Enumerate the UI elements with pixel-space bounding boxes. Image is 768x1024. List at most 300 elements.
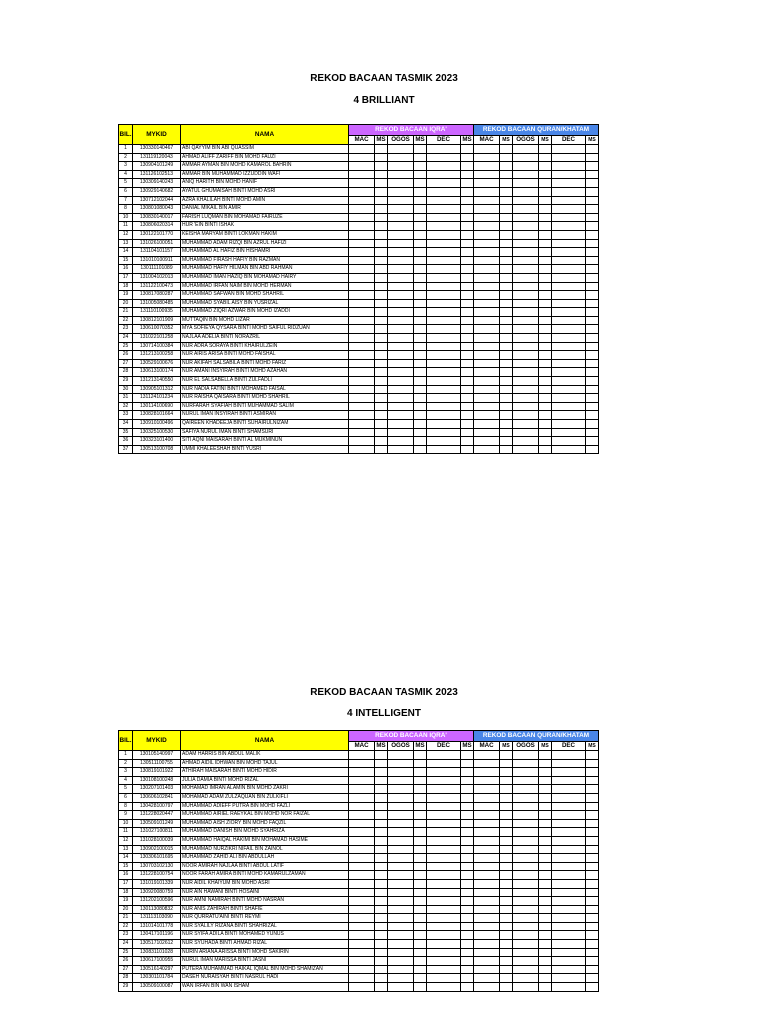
record-cell[interactable] [375,965,388,974]
record-cell[interactable] [375,845,388,854]
record-cell[interactable] [349,351,375,360]
record-cell[interactable] [539,222,552,231]
record-cell[interactable] [349,342,375,351]
record-cell[interactable] [513,793,539,802]
record-cell[interactable] [375,931,388,940]
record-cell[interactable] [539,230,552,239]
record-cell[interactable] [539,239,552,248]
record-cell[interactable] [427,230,461,239]
record-cell[interactable] [375,862,388,871]
record-cell[interactable] [427,411,461,420]
record-cell[interactable] [586,759,599,768]
record-cell[interactable] [552,205,586,214]
record-cell[interactable] [427,256,461,265]
record-cell[interactable] [461,170,474,179]
record-cell[interactable] [388,948,414,957]
record-cell[interactable] [388,905,414,914]
record-cell[interactable] [375,957,388,966]
record-cell[interactable] [474,785,500,794]
record-cell[interactable] [461,179,474,188]
record-cell[interactable] [375,879,388,888]
record-cell[interactable] [427,811,461,820]
record-cell[interactable] [461,428,474,437]
record-cell[interactable] [414,273,427,282]
record-cell[interactable] [552,308,586,317]
record-cell[interactable] [474,802,500,811]
record-cell[interactable] [427,145,461,154]
record-cell[interactable] [513,437,539,446]
record-cell[interactable] [349,187,375,196]
record-cell[interactable] [349,802,375,811]
record-cell[interactable] [474,965,500,974]
record-cell[interactable] [586,957,599,966]
record-cell[interactable] [427,957,461,966]
record-cell[interactable] [388,170,414,179]
record-cell[interactable] [388,222,414,231]
record-cell[interactable] [474,334,500,343]
record-cell[interactable] [539,342,552,351]
record-cell[interactable] [552,983,586,992]
record-cell[interactable] [461,196,474,205]
record-cell[interactable] [586,239,599,248]
record-cell[interactable] [513,776,539,785]
record-cell[interactable] [500,282,513,291]
record-cell[interactable] [586,871,599,880]
record-cell[interactable] [474,265,500,274]
record-cell[interactable] [539,905,552,914]
record-cell[interactable] [375,342,388,351]
record-cell[interactable] [500,854,513,863]
record-cell[interactable] [461,802,474,811]
record-cell[interactable] [539,153,552,162]
record-cell[interactable] [388,325,414,334]
record-cell[interactable] [461,836,474,845]
record-cell[interactable] [388,230,414,239]
record-cell[interactable] [539,931,552,940]
record-cell[interactable] [474,437,500,446]
record-cell[interactable] [388,368,414,377]
record-cell[interactable] [474,845,500,854]
record-cell[interactable] [474,948,500,957]
record-cell[interactable] [388,187,414,196]
record-cell[interactable] [388,162,414,171]
record-cell[interactable] [539,445,552,454]
record-cell[interactable] [539,368,552,377]
record-cell[interactable] [474,385,500,394]
record-cell[interactable] [474,897,500,906]
record-cell[interactable] [474,411,500,420]
record-cell[interactable] [586,153,599,162]
record-cell[interactable] [474,819,500,828]
record-cell[interactable] [461,759,474,768]
record-cell[interactable] [427,196,461,205]
record-cell[interactable] [586,187,599,196]
record-cell[interactable] [552,940,586,949]
record-cell[interactable] [552,248,586,257]
record-cell[interactable] [461,282,474,291]
record-cell[interactable] [388,983,414,992]
record-cell[interactable] [513,291,539,300]
record-cell[interactable] [539,845,552,854]
record-cell[interactable] [500,428,513,437]
record-cell[interactable] [474,957,500,966]
record-cell[interactable] [474,394,500,403]
record-cell[interactable] [474,922,500,931]
record-cell[interactable] [414,914,427,923]
record-cell[interactable] [586,394,599,403]
record-cell[interactable] [513,394,539,403]
record-cell[interactable] [349,377,375,386]
record-cell[interactable] [552,282,586,291]
record-cell[interactable] [586,811,599,820]
record-cell[interactable] [414,854,427,863]
record-cell[interactable] [427,316,461,325]
record-cell[interactable] [552,179,586,188]
record-cell[interactable] [552,759,586,768]
record-cell[interactable] [539,983,552,992]
record-cell[interactable] [586,836,599,845]
record-cell[interactable] [414,282,427,291]
record-cell[interactable] [427,308,461,317]
record-cell[interactable] [500,836,513,845]
record-cell[interactable] [388,811,414,820]
record-cell[interactable] [474,940,500,949]
record-cell[interactable] [513,751,539,760]
record-cell[interactable] [375,213,388,222]
record-cell[interactable] [513,811,539,820]
record-cell[interactable] [552,785,586,794]
record-cell[interactable] [461,402,474,411]
record-cell[interactable] [349,368,375,377]
record-cell[interactable] [388,776,414,785]
record-cell[interactable] [552,836,586,845]
record-cell[interactable] [539,879,552,888]
record-cell[interactable] [414,888,427,897]
record-cell[interactable] [552,385,586,394]
record-cell[interactable] [513,205,539,214]
record-cell[interactable] [513,256,539,265]
record-cell[interactable] [414,316,427,325]
record-cell[interactable] [513,871,539,880]
record-cell[interactable] [461,793,474,802]
record-cell[interactable] [414,828,427,837]
record-cell[interactable] [349,819,375,828]
record-cell[interactable] [375,222,388,231]
record-cell[interactable] [349,931,375,940]
record-cell[interactable] [375,897,388,906]
record-cell[interactable] [500,230,513,239]
record-cell[interactable] [388,845,414,854]
record-cell[interactable] [461,965,474,974]
record-cell[interactable] [539,308,552,317]
record-cell[interactable] [474,187,500,196]
record-cell[interactable] [388,854,414,863]
record-cell[interactable] [388,751,414,760]
record-cell[interactable] [388,879,414,888]
record-cell[interactable] [500,974,513,983]
record-cell[interactable] [414,420,427,429]
record-cell[interactable] [513,420,539,429]
record-cell[interactable] [461,308,474,317]
record-cell[interactable] [539,351,552,360]
record-cell[interactable] [427,179,461,188]
record-cell[interactable] [513,153,539,162]
record-cell[interactable] [414,802,427,811]
record-cell[interactable] [500,377,513,386]
record-cell[interactable] [388,342,414,351]
record-cell[interactable] [513,187,539,196]
record-cell[interactable] [513,273,539,282]
record-cell[interactable] [388,316,414,325]
record-cell[interactable] [586,445,599,454]
record-cell[interactable] [552,437,586,446]
record-cell[interactable] [414,897,427,906]
record-cell[interactable] [586,145,599,154]
record-cell[interactable] [349,394,375,403]
record-cell[interactable] [539,897,552,906]
record-cell[interactable] [539,402,552,411]
record-cell[interactable] [375,145,388,154]
record-cell[interactable] [474,377,500,386]
record-cell[interactable] [349,196,375,205]
record-cell[interactable] [349,291,375,300]
record-cell[interactable] [500,342,513,351]
record-cell[interactable] [474,179,500,188]
record-cell[interactable] [474,854,500,863]
record-cell[interactable] [586,905,599,914]
record-cell[interactable] [349,205,375,214]
record-cell[interactable] [414,411,427,420]
record-cell[interactable] [552,222,586,231]
record-cell[interactable] [375,445,388,454]
record-cell[interactable] [500,802,513,811]
record-cell[interactable] [513,445,539,454]
record-cell[interactable] [539,291,552,300]
record-cell[interactable] [388,394,414,403]
record-cell[interactable] [539,316,552,325]
record-cell[interactable] [461,248,474,257]
record-cell[interactable] [427,862,461,871]
record-cell[interactable] [586,351,599,360]
record-cell[interactable] [513,334,539,343]
record-cell[interactable] [375,239,388,248]
record-cell[interactable] [500,931,513,940]
record-cell[interactable] [461,845,474,854]
record-cell[interactable] [388,793,414,802]
record-cell[interactable] [349,811,375,820]
record-cell[interactable] [414,957,427,966]
record-cell[interactable] [375,299,388,308]
record-cell[interactable] [427,162,461,171]
record-cell[interactable] [552,256,586,265]
record-cell[interactable] [427,368,461,377]
record-cell[interactable] [552,420,586,429]
record-cell[interactable] [513,325,539,334]
record-cell[interactable] [539,299,552,308]
record-cell[interactable] [414,751,427,760]
record-cell[interactable] [427,377,461,386]
record-cell[interactable] [414,402,427,411]
record-cell[interactable] [539,325,552,334]
record-cell[interactable] [427,334,461,343]
record-cell[interactable] [414,983,427,992]
record-cell[interactable] [539,170,552,179]
record-cell[interactable] [427,420,461,429]
record-cell[interactable] [375,983,388,992]
record-cell[interactable] [461,819,474,828]
record-cell[interactable] [414,759,427,768]
record-cell[interactable] [539,819,552,828]
record-cell[interactable] [388,205,414,214]
record-cell[interactable] [474,299,500,308]
record-cell[interactable] [375,905,388,914]
record-cell[interactable] [349,965,375,974]
record-cell[interactable] [375,187,388,196]
record-cell[interactable] [427,445,461,454]
record-cell[interactable] [474,325,500,334]
record-cell[interactable] [388,836,414,845]
record-cell[interactable] [349,222,375,231]
record-cell[interactable] [500,265,513,274]
record-cell[interactable] [388,196,414,205]
record-cell[interactable] [388,385,414,394]
record-cell[interactable] [388,888,414,897]
record-cell[interactable] [552,265,586,274]
record-cell[interactable] [349,402,375,411]
record-cell[interactable] [388,308,414,317]
record-cell[interactable] [349,836,375,845]
record-cell[interactable] [513,897,539,906]
record-cell[interactable] [375,170,388,179]
record-cell[interactable] [427,768,461,777]
record-cell[interactable] [500,145,513,154]
record-cell[interactable] [552,957,586,966]
record-cell[interactable] [513,385,539,394]
record-cell[interactable] [552,768,586,777]
record-cell[interactable] [474,428,500,437]
record-cell[interactable] [414,905,427,914]
record-cell[interactable] [414,377,427,386]
record-cell[interactable] [500,256,513,265]
record-cell[interactable] [349,179,375,188]
record-cell[interactable] [539,965,552,974]
record-cell[interactable] [388,256,414,265]
record-cell[interactable] [586,222,599,231]
record-cell[interactable] [388,802,414,811]
record-cell[interactable] [552,845,586,854]
record-cell[interactable] [586,230,599,239]
record-cell[interactable] [427,222,461,231]
record-cell[interactable] [586,334,599,343]
record-cell[interactable] [513,819,539,828]
record-cell[interactable] [474,445,500,454]
record-cell[interactable] [474,931,500,940]
record-cell[interactable] [552,153,586,162]
record-cell[interactable] [500,819,513,828]
record-cell[interactable] [539,334,552,343]
record-cell[interactable] [552,351,586,360]
record-cell[interactable] [375,793,388,802]
record-cell[interactable] [375,437,388,446]
record-cell[interactable] [586,437,599,446]
record-cell[interactable] [500,845,513,854]
record-cell[interactable] [461,205,474,214]
record-cell[interactable] [375,871,388,880]
record-cell[interactable] [427,948,461,957]
record-cell[interactable] [474,811,500,820]
record-cell[interactable] [513,931,539,940]
record-cell[interactable] [414,342,427,351]
record-cell[interactable] [539,248,552,257]
record-cell[interactable] [349,759,375,768]
record-cell[interactable] [474,248,500,257]
record-cell[interactable] [552,888,586,897]
record-cell[interactable] [552,776,586,785]
record-cell[interactable] [500,222,513,231]
record-cell[interactable] [427,888,461,897]
record-cell[interactable] [349,854,375,863]
record-cell[interactable] [513,342,539,351]
record-cell[interactable] [552,811,586,820]
record-cell[interactable] [427,854,461,863]
record-cell[interactable] [586,385,599,394]
record-cell[interactable] [427,819,461,828]
record-cell[interactable] [552,854,586,863]
record-cell[interactable] [500,299,513,308]
record-cell[interactable] [388,965,414,974]
record-cell[interactable] [513,351,539,360]
record-cell[interactable] [349,230,375,239]
record-cell[interactable] [539,793,552,802]
record-cell[interactable] [474,359,500,368]
record-cell[interactable] [552,819,586,828]
record-cell[interactable] [552,145,586,154]
record-cell[interactable] [375,420,388,429]
record-cell[interactable] [427,351,461,360]
record-cell[interactable] [349,845,375,854]
record-cell[interactable] [427,793,461,802]
record-cell[interactable] [500,248,513,257]
record-cell[interactable] [461,897,474,906]
record-cell[interactable] [349,420,375,429]
record-cell[interactable] [349,828,375,837]
record-cell[interactable] [552,862,586,871]
record-cell[interactable] [552,170,586,179]
record-cell[interactable] [461,411,474,420]
record-cell[interactable] [427,385,461,394]
record-cell[interactable] [513,888,539,897]
record-cell[interactable] [461,785,474,794]
record-cell[interactable] [552,342,586,351]
record-cell[interactable] [349,862,375,871]
record-cell[interactable] [539,265,552,274]
record-cell[interactable] [500,385,513,394]
record-cell[interactable] [414,256,427,265]
record-cell[interactable] [388,922,414,931]
record-cell[interactable] [586,914,599,923]
record-cell[interactable] [586,983,599,992]
record-cell[interactable] [513,836,539,845]
record-cell[interactable] [500,811,513,820]
record-cell[interactable] [586,325,599,334]
record-cell[interactable] [539,420,552,429]
record-cell[interactable] [500,213,513,222]
record-cell[interactable] [552,368,586,377]
record-cell[interactable] [513,854,539,863]
record-cell[interactable] [427,291,461,300]
record-cell[interactable] [539,948,552,957]
record-cell[interactable] [427,922,461,931]
